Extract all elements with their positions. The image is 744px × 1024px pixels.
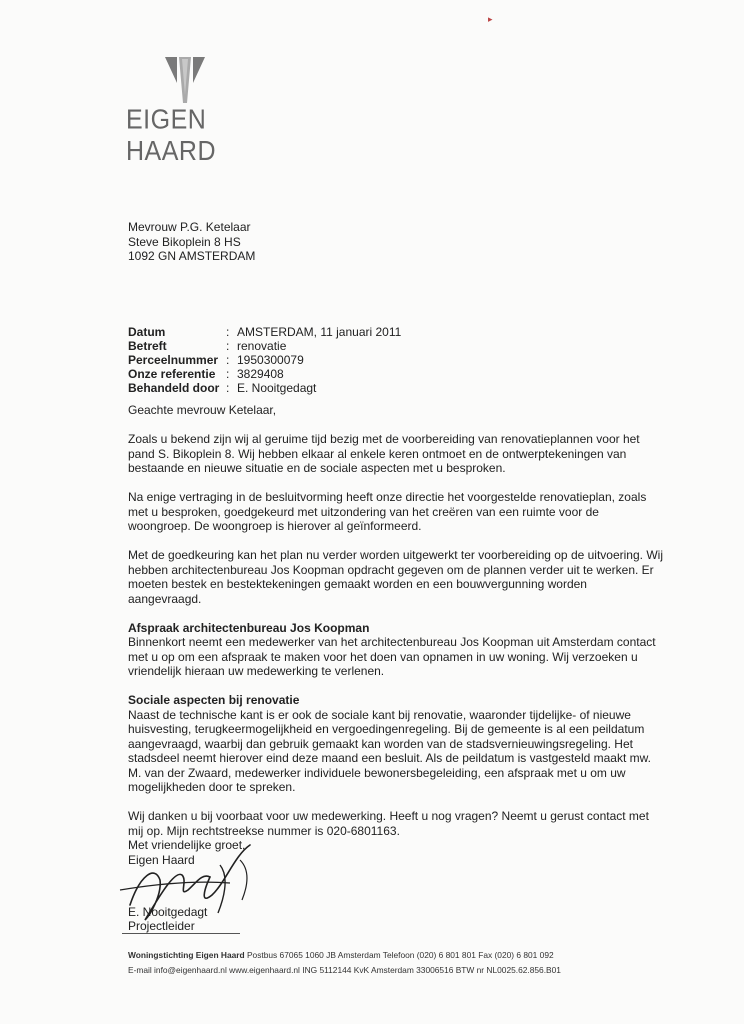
heading-social-aspects: Sociale aspecten bij renovatie — [128, 693, 300, 707]
meta-key: Onze referentie — [128, 367, 216, 381]
meta-row-onze-referentie — [128, 367, 401, 381]
salutation: Geachte mevrouw Ketelaar, — [128, 403, 277, 417]
meta-row-behandeld-door — [128, 381, 401, 395]
paragraph-architect-appointment: Binnenkort neemt een medewerker van het architectenbureau Jos Koopman uit Amsterdam contact met u op om een afspraak te maken voor het doen van opnamen in uw woning. Wij verzoeken u vriendelijk hieraan uw medewerking te verlenen. — [128, 635, 656, 678]
company-logo — [126, 55, 242, 165]
eigen-haard-emblem-icon — [163, 55, 207, 105]
meta-value: 1950300079 — [237, 353, 304, 367]
recipient-city: 1092 GN AMSTERDAM — [128, 249, 256, 263]
meta-key: Betreft — [128, 339, 167, 353]
footer-postal-contact: Postbus 67065 1060 JB Amsterdam Telefoon (020) 6 801 801 Fax (020) 6 801 092 — [246, 950, 554, 960]
meta-row-betreft — [128, 339, 401, 353]
meta-row-datum — [128, 325, 401, 339]
meta-colon: : — [226, 339, 230, 353]
signature-line — [122, 933, 240, 934]
footer-line-2: E-mail info@eigenhaard.nl www.eigenhaard.nl ING 5112144 KvK Amsterdam 33006516 BTW nr NL0025.62.856.B01 — [128, 965, 561, 975]
letter-body — [128, 403, 663, 853]
paragraph-approval: Na enige vertraging in de besluitvorming heeft onze directie het voorgestelde renovatieplan, zoals met u besproken, goedgekeurd met uitzondering van het creëren van een ruimte voor de woongroep. De woongroep is hierover al geïnformeerd. — [128, 490, 647, 533]
meta-row-perceelnummer — [128, 353, 401, 367]
letterhead-footer — [128, 948, 561, 978]
paragraph-elaboration: Met de goedkeuring kan het plan nu verder worden uitgewerkt ter voorbereiding op de uitvoering. Wij hebben architectenbureau Jos Koopman opdracht gegeven om de plannen verder uit te werken. Er moeten bestek en bestektekeningen gemaakt worden en een bouwvergunning worden aangevraagd. — [128, 548, 663, 606]
logo-wordmark: EIGEN HAARD — [126, 104, 217, 167]
signer-role: Projectleider — [128, 919, 195, 933]
recipient-address — [128, 220, 255, 264]
heading-architect-appointment: Afspraak architectenbureau Jos Koopman — [128, 620, 370, 635]
meta-colon: : — [226, 367, 230, 381]
signer-block — [128, 905, 207, 933]
meta-colon: : — [226, 325, 230, 339]
recipient-name: Mevrouw P.G. Ketelaar — [128, 220, 251, 234]
meta-key: Behandeld door — [128, 381, 220, 395]
closing-greeting: Met vriendelijke groet, — [128, 838, 246, 852]
paragraph-introduction: Zoals u bekend zijn wij al geruime tijd bezig met de voorbereiding van renovatieplannen voor het pand S. Bikoplein 8. Wij hebben elkaar al enkele keren ontmoet en de ontwerptekeningen van bestaande en nieuwe situatie en de sociale aspecten met u besproken. — [128, 432, 640, 475]
paragraph-social-aspects: Naast de technische kant is er ook de sociale kant bij renovatie, waaronder tijdelijke- of nieuwe huisvesting, terugkeermogelijkheid en vergoedingenregeling. Bij de gemeente is al een peildatum aangevraagd, waarbij dan gebruik gemaakt kan worden van de stadsvernieuwingsregeling. Het stadsdeel neemt hierover eind deze maand een besluit. Als de peildatum is vastgesteld maakt mw. M. van der Zwaard, medewerker individuele bewonersbegeleiding, een afspraak met u om uw mogelijkheden door te spreken. — [128, 707, 651, 794]
meta-value: renovatie — [237, 339, 287, 353]
meta-key: Perceelnummer — [128, 353, 219, 367]
footer-line-1 — [128, 948, 561, 963]
meta-colon: : — [226, 381, 230, 395]
closing-organization: Eigen Haard — [128, 852, 195, 867]
letter-metadata — [128, 325, 401, 395]
paragraph-closing-thanks: Wij danken u bij voorbaat voor uw medewerking. Heeft u nog vragen? Neemt u gerust contact met mij op. Mijn rechtstreekse nummer is 020-6801163. — [128, 809, 649, 838]
recipient-street: Steve Bikoplein 8 HS — [128, 234, 241, 249]
meta-colon: : — [226, 353, 230, 367]
corner-mark: ▸ — [488, 14, 493, 24]
footer-organization: Woningstichting Eigen Haard — [128, 950, 245, 960]
meta-key: Datum — [128, 325, 166, 339]
meta-value: AMSTERDAM, 11 januari 2011 — [237, 325, 402, 339]
meta-value: E. Nooitgedagt — [237, 381, 317, 395]
signer-name: E. Nooitgedagt — [128, 905, 208, 919]
meta-value: 3829408 — [237, 367, 284, 381]
